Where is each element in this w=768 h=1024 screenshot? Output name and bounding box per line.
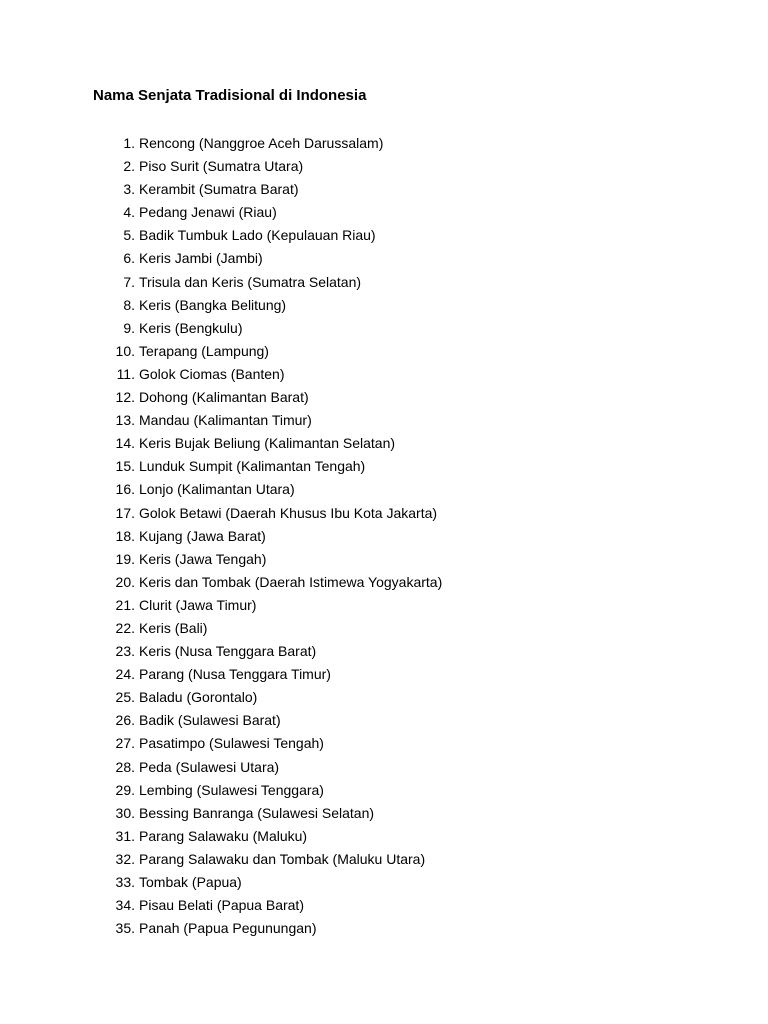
- list-item-number: 10.: [115, 342, 135, 359]
- list-item-text: Baladu (Gorontalo): [139, 689, 258, 706]
- list-item-text: Kerambit (Sumatra Barat): [139, 181, 299, 198]
- list-item-text: Terapang (Lampung): [139, 342, 269, 359]
- list-item-text: Golok Betawi (Daerah Khusus Ibu Kota Jakarta): [139, 504, 438, 521]
- list-item-number: 5.: [123, 227, 135, 244]
- list-item-number: 25.: [115, 689, 135, 706]
- list-item-text: Keris (Bali): [139, 619, 208, 636]
- list-item-text: Kujang (Jawa Barat): [139, 527, 266, 544]
- list-item-text: Badik Tumbuk Lado (Kepulauan Riau): [139, 227, 376, 244]
- list-item-number: 24.: [115, 666, 135, 683]
- list-item-number: 13.: [115, 412, 135, 429]
- list-item-text: Lunduk Sumpit (Kalimantan Tengah): [139, 458, 366, 475]
- list-item-number: 16.: [115, 481, 135, 498]
- list-item-text: Mandau (Kalimantan Timur): [139, 412, 312, 429]
- list-item-text: Keris (Bengkulu): [139, 319, 243, 336]
- list-item-number: 33.: [115, 874, 135, 890]
- list-item-number: 29.: [115, 781, 135, 798]
- list-item-number: 8.: [123, 296, 135, 313]
- list-item-number: 27.: [115, 735, 135, 752]
- list-item-number: 2.: [123, 158, 135, 175]
- list-item-number: 31.: [115, 827, 135, 844]
- list-item-text: Badik (Sulawesi Barat): [139, 712, 281, 729]
- list-item-number: 17.: [115, 504, 135, 521]
- list-item-number: 3.: [123, 181, 135, 198]
- list-item-text: Keris Bujak Beliung (Kalimantan Selatan): [139, 435, 396, 452]
- list-item-text: Parang Salawaku (Maluku): [139, 827, 308, 844]
- list-item-number: 6.: [123, 250, 135, 267]
- list-item-text: Pisau Belati (Papua Barat): [139, 897, 304, 914]
- list-item-number: 26.: [115, 712, 135, 729]
- list-item-text: Panah (Papua Pegunungan): [139, 920, 317, 937]
- list-item-text: Keris (Bangka Belitung): [139, 296, 287, 313]
- list-item-text: Pasatimpo (Sulawesi Tengah): [139, 735, 324, 752]
- list-item-number: 14.: [115, 435, 135, 452]
- list-item-number: 12.: [115, 389, 135, 406]
- list-item-text: Dohong (Kalimantan Barat): [139, 389, 309, 406]
- list-item-number: 7.: [123, 273, 135, 290]
- document-title: Nama Senjata Tradisional di Indonesia: [93, 87, 367, 104]
- list-item-text: Trisula dan Keris (Sumatra Selatan): [139, 273, 362, 290]
- list-item-text: Keris dan Tombak (Daerah Istimewa Yogyakarta): [139, 573, 443, 590]
- list-item-text: Keris Jambi (Jambi): [139, 250, 263, 267]
- list-item-text: Parang Salawaku dan Tombak (Maluku Utara): [139, 850, 426, 867]
- list-item-number: 19.: [115, 550, 135, 567]
- list-item-number: 9.: [123, 319, 135, 336]
- list-item-text: Rencong (Nanggroe Aceh Darussalam): [139, 135, 384, 151]
- list-item-text: Bessing Banranga (Sulawesi Selatan): [139, 804, 375, 821]
- list-item-text: Golok Ciomas (Banten): [139, 365, 285, 382]
- list-item-number: 15.: [115, 458, 135, 475]
- list-item-number: 22.: [115, 619, 135, 636]
- list-item-text: Parang (Nusa Tenggara Timur): [139, 666, 331, 683]
- list-item-text: Lembing (Sulawesi Tenggara): [139, 781, 324, 798]
- list-item-text: Pedang Jenawi (Riau): [139, 204, 277, 221]
- list-item-number: 21.: [115, 596, 135, 613]
- list-item-number: 1.: [123, 135, 135, 151]
- list-item-number: 4.: [123, 204, 135, 221]
- list-item-text: Piso Surit (Sumatra Utara): [139, 158, 304, 175]
- list-item-number: 34.: [115, 897, 135, 914]
- list-item-number: 30.: [115, 804, 135, 821]
- list-item-text: Tombak (Papua): [139, 874, 242, 890]
- list-item-number: 32.: [115, 850, 135, 867]
- list-item-number: 28.: [115, 758, 135, 775]
- list-item-number: 11.: [116, 365, 135, 382]
- list-item-text: Lonjo (Kalimantan Utara): [139, 481, 295, 498]
- list-item-number: 23.: [115, 643, 135, 660]
- list-item-number: 20.: [115, 573, 135, 590]
- list-item-text: Keris (Nusa Tenggara Barat): [139, 643, 317, 660]
- list-item-text: Keris (Jawa Tengah): [139, 550, 267, 567]
- list-item-number: 18.: [115, 527, 135, 544]
- list-item-text: Peda (Sulawesi Utara): [139, 758, 280, 775]
- list-item-text: Clurit (Jawa Timur): [139, 596, 257, 613]
- list-item-number: 35.: [115, 920, 135, 937]
